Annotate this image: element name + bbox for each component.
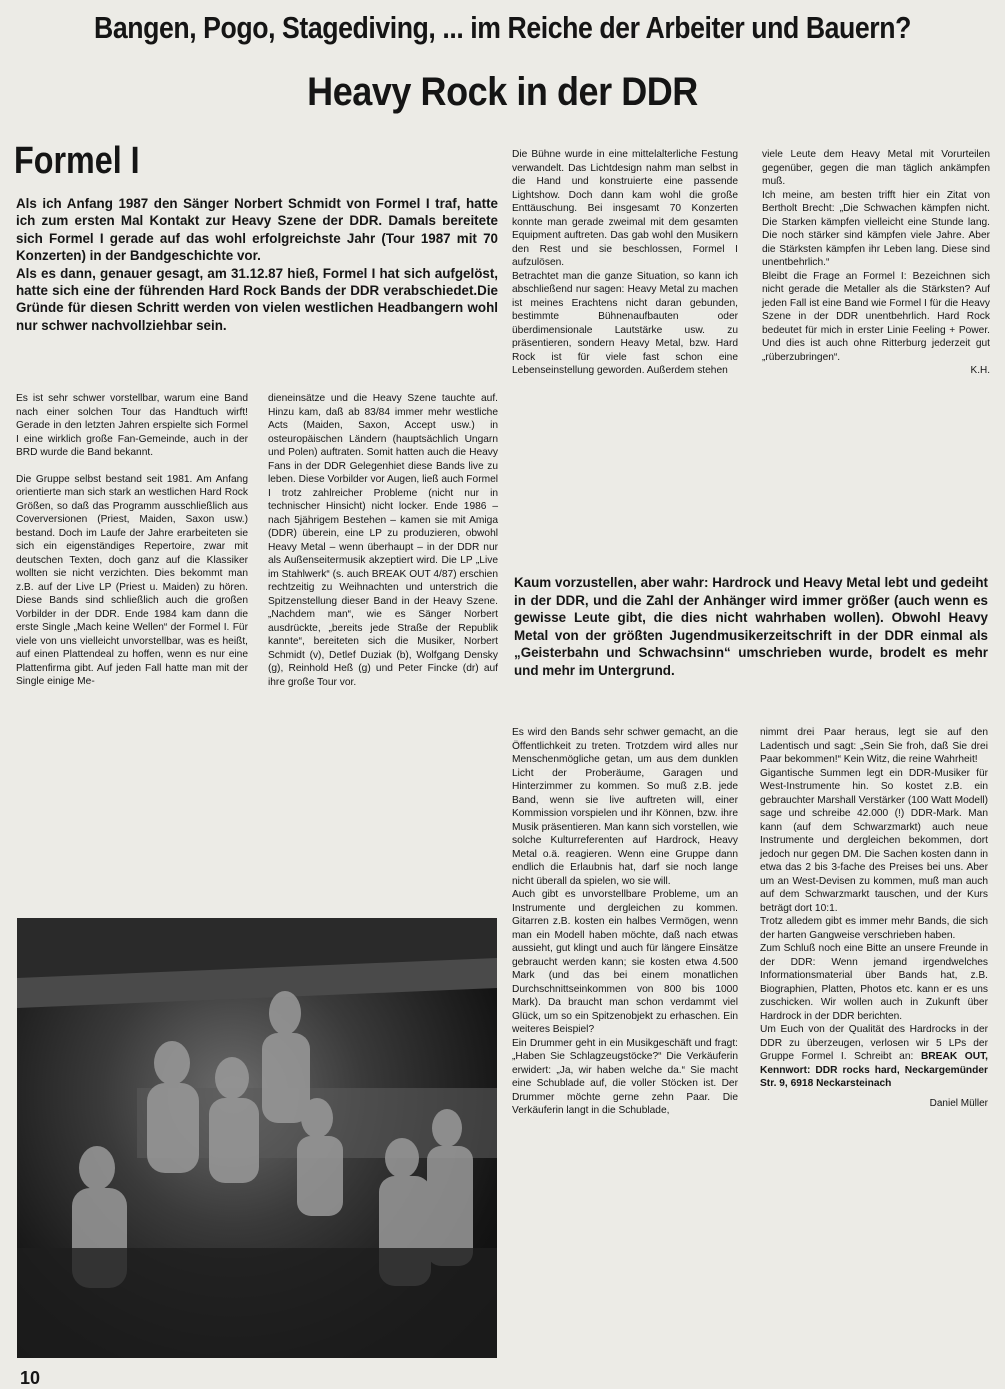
kicker-headline: Bangen, Pogo, Stagediving, ... im Reiche der Arbeiter und Bauern? <box>94 10 911 45</box>
body-paragraph: Zum Schluß noch eine Bitte an unsere Freunde in der DDR: Wenn jemand irgendwelches Informationsmaterial über Bands hat, z.B. Biographien, Platten, Photos etc. kann er es uns zuschicken. Wir wollen auch in Zukunft über Hardrock in der DDR berichten. <box>760 943 988 1022</box>
author-signature: K.H. <box>970 365 990 376</box>
lead-paragraph: Als ich Anfang 1987 den Sänger Norbert Schmidt von Formel I traf, hatte ich zum ersten Mal Kontakt zur Heavy Szene der DDR. Damals bereitete sich Formel I gerade auf das wohl erfolgreichste Jahr (Tour 1987 mit 70 Konzerten) in der Bandgeschichte vor. <box>16 196 498 264</box>
body-paragraph: dieneinsätze und die Heavy Szene tauchte auf. Hinzu kam, daß ab 83/84 immer mehr westliche Acts (Maiden, Saxon, Accept usw.) in osteuropäischen Ländern (hauptsächlich Ungarn und Polen) auftraten. Somit hatten auch die Heavy Fans in der DDR Gelegenhiet diese Bands live zu leben. Diese Vorbilder vor Augen, ließ auch Formel I trotz zahlreicher Probleme (nicht nur in technischer Hinsicht) nicht locker. Ende 1986 – nach 5jährigem Bestehen – kamen sie mit Amiga (DDR) überein, eine LP zu produzieren, obwohl Heavy Metal – wenn überhaupt – in der DDR nur als Außenseitermusik akzeptiert wird. Die LP „Live im Stahlwerk“ (s. auch BREAK OUT 4/87) erschien rechtzeitig zu Weihnachten und unterstrich die Spitzenstellung dieser Band in der Heavy Szene. „Nachdem man“, wie es Sänger Norbert ausdrückte, „bereits jede Straße der Republik kannte“, bereiteten sich die Musiker, Norbert Schmidt (v), Detlef Duziak (b), Wolfgang Densky (g), Reinhold Heß (g) und Peter Fincke (dr) auf ihre große Tour vor. <box>268 393 498 688</box>
article1-column-4 <box>762 148 990 378</box>
contest-address: BREAK OUT, Kennwort: DDR rocks hard, Neckargemünder Str. 9, 6918 Neckarsteinach <box>760 1051 988 1089</box>
body-paragraph: Betrachtet man die ganze Situation, so kann ich abschließend nur sagen: Heavy Metal zu machen ist meines Erachtens nicht daran gebunden, bestimmte Bühnenaufbauten oder überdimensionale Lautstärke usw. zu präsentieren, sondern Heavy Metal, bzw. Hard Rock ist für viele fast schon eine Lebenseinstellung geworden. Außerdem stehen <box>512 270 738 376</box>
section-title: Formel I <box>14 140 140 182</box>
body-paragraph: Ich meine, am besten trifft hier ein Zitat von Bertholt Brecht: „Die Schwachen kämpfen nicht. Die Starken kämpfen vielleicht eine Stunde lang. Die noch stärker sind kämpfen viele Jahre. Aber die Stärksten kämpfen ihr Leben lang. Diese sind unentbehrlich.“ <box>762 189 990 268</box>
article2-lead: Kaum vorzustellen, aber wahr: Hardrock und Heavy Metal lebt und gedeiht in der DDR, und die Zahl der Anhänger wird immer größer (auch wenn es gewisse Leute gibt, die dies nicht wahrhaben wollen). Obwohl Heavy Metal von der größten Jugendmusikerzeitschrift in der DDR einmal als „Geisterbahn und Schwachsinn“ umschrieben wurde, brodelt es mehr und mehr im Untergrund. <box>514 575 988 678</box>
body-paragraph: Auch gibt es unvorstellbare Probleme, um an Instrumente und dergleichen zu kommen. Gitarren z.B. kosten ein halbes Vermögen, wenn man ein Modell haben möchte, daß nach etwas aussieht, gut klingt und auch für längere Einsätze gebraucht werden kann; sie kosten etwa 4.500 Mark (und das bei einem monatlichen Durchschnittseinkommen von 800 bis 1000 Mark). Da braucht man schon verdammt viel Glück, um so ein Spitzenobjekt zu erhaschen. Ein weiteres Beispiel? <box>512 889 738 1035</box>
body-paragraph <box>760 1023 988 1091</box>
article1-lead <box>16 195 498 334</box>
body-paragraph: Bleibt die Frage an Formel I: Bezeichnen sich nicht gerade die Metaller als die Stärksten? Auf jeden Fall ist eine Band wie Formel I für die Heavy Szene in der DDR unentbehrlich. Hard Rock bedeutet für mich in erster Linie Feeling + Power. Und dies ist auch ohne Ritterburg jederzeit gut „rüberzubringen“. <box>762 270 990 363</box>
body-paragraph: Die Bühne wurde in eine mittelalterliche Festung verwandelt. Das Lichtdesign nahm man selbst in die Hand und konstruierte eine passende Lightshow. Doch dann kam wohl die große Enttäuschung. Bei insgesamt 70 Konzerten konnte man gerade zweimal mit dem gesamten Equipment auftreten. Das gab wohl den Musikern den Rest und sie beschlossen, Formel I aufzulösen. <box>512 149 738 268</box>
body-paragraph: nimmt drei Paar heraus, legt sie auf den Ladentisch und sagt: „Sein Sie froh, daß Sie drei Paar bekommen!“ Kein Witz, die reine Wahrheit! <box>760 727 988 765</box>
body-paragraph: Ein Drummer geht in ein Musikgeschäft und fragt: „Haben Sie Schlagzeugstöcke?“ Die Verkäuferin erwidert: „Ja, wir haben welche da.“ Sie macht eine Schublade auf, die voller Stöcken ist. Der Drummer möchte gerne zehn Paar. Die Verkäuferin langt in die Schublade, <box>512 1037 738 1116</box>
article2-column-1 <box>512 726 738 1118</box>
body-paragraph: Die Gruppe selbst bestand seit 1981. Am Anfang orientierte man sich stark an westlichen Hard Rock Größen, so daß das Programm ausschließlich aus Coverversionen (Priest, Maiden, Saxon usw.) bestand. Doch im Laufe der Jahre erarbeiteten sie sich ein eigenständiges Repertoire, zwar mit deutschen Texten, doch ganz auf die Klassiker wollten sie nicht verzichten. Dies bekommt man z.B. auf der Live LP (Priest u. Maiden) zu hören. Diese Bands sind schließlich auch die großen Vorbilder in der DDR. Ende 1984 kam dann die erste Single „Mach keine Wellen“ der Formel I. Für viele von uns vielleicht unvorstellbar, was es heißt, auf einen Plattendeal zu hoffen, wenn es nur eine Plattenfirma gibt. Auf jeden Fall hatte man mit der Single einige Me- <box>16 473 248 687</box>
body-paragraph: Es ist sehr schwer vorstellbar, warum eine Band nach einer solchen Tour das Handtuch wirft! Gerade in den letzten Jahren erspielte sich Formel I eine wirklich große Fan-Gemeinde, auch in der BRD wurde die Band bekannt. <box>16 393 248 458</box>
body-paragraph: Es wird den Bands sehr schwer gemacht, an die Öffentlichkeit zu treten. Trotzdem wird alles nur Menschenmögliche getan, um aus dem dunklen Licht der Proberäume, Garagen und Hinterzimmer zu kommen. So muß z.B. jede Band, wenn sie live auftreten will, einer Kommission vorspielen und ihr Können, bzw. ihre Musik präsentieren. Man kann sich vorstellen, wie solche Kulturreferenten auf Hardrock, Heavy Metal o.ä. reagieren. Wenn eine Gruppe dann endlich die Erlaubnis hat, darf sie noch lange nicht überall da spielen, wo sie will. <box>512 727 738 887</box>
author-signature: Daniel Müller <box>929 1097 988 1109</box>
article2-column-2 <box>760 726 988 1110</box>
body-paragraph: Trotz alledem gibt es immer mehr Bands, die sich der harten Gangweise verschrieben haben. <box>760 916 988 941</box>
article1-column-2 <box>268 392 498 689</box>
main-headline: Heavy Rock in der DDR <box>307 70 698 114</box>
page-number: 10 <box>20 1368 41 1388</box>
band-photo <box>17 918 497 1358</box>
article1-column-1 <box>16 392 248 689</box>
article1-column-3 <box>512 148 738 378</box>
lead-paragraph: Als es dann, genauer gesagt, am 31.12.87 hieß, Formel I hat sich aufgelöst, hatte sich eine der führenden Hard Rock Bands der DDR verabschiedet.Die Gründe für diesen Schritt werden von vielen westlichen Headbangern wohl nur schwer nachvollziehbar sein. <box>16 265 498 333</box>
contest-text: Um Euch von der Qualität des Hardrocks in der DDR zu überzeugen, verlosen wir 5 LPs der Gruppe Formel I. Schreibt an: <box>760 1024 988 1062</box>
body-paragraph: Gigantische Summen legt ein DDR-Musiker für West-Instrumente hin. So kostet z.B. ein gebrauchter Marshall Verstärker (100 Watt Modell) sage und schreibe 42.000 (!) DDR-Mark. Man kann (auf dem Schwarzmarkt) auch neue Instrumente und dergleichen bekommen, dort jedoch nur gegen DM. Die Sachen kosten dann in etwa das 2 bis 3-fache des Preises bei uns. Aber um an West-Devisen zu kommen, muß man auch auf dem Schwarzmarkt tauschen, und der Kurs beträgt dort 10:1. <box>760 767 988 914</box>
band-photo-illustration <box>17 918 497 1358</box>
body-paragraph: viele Leute dem Heavy Metal mit Vorurteilen gegenüber, gegen die man täglich ankämpfen muß. <box>762 149 990 187</box>
